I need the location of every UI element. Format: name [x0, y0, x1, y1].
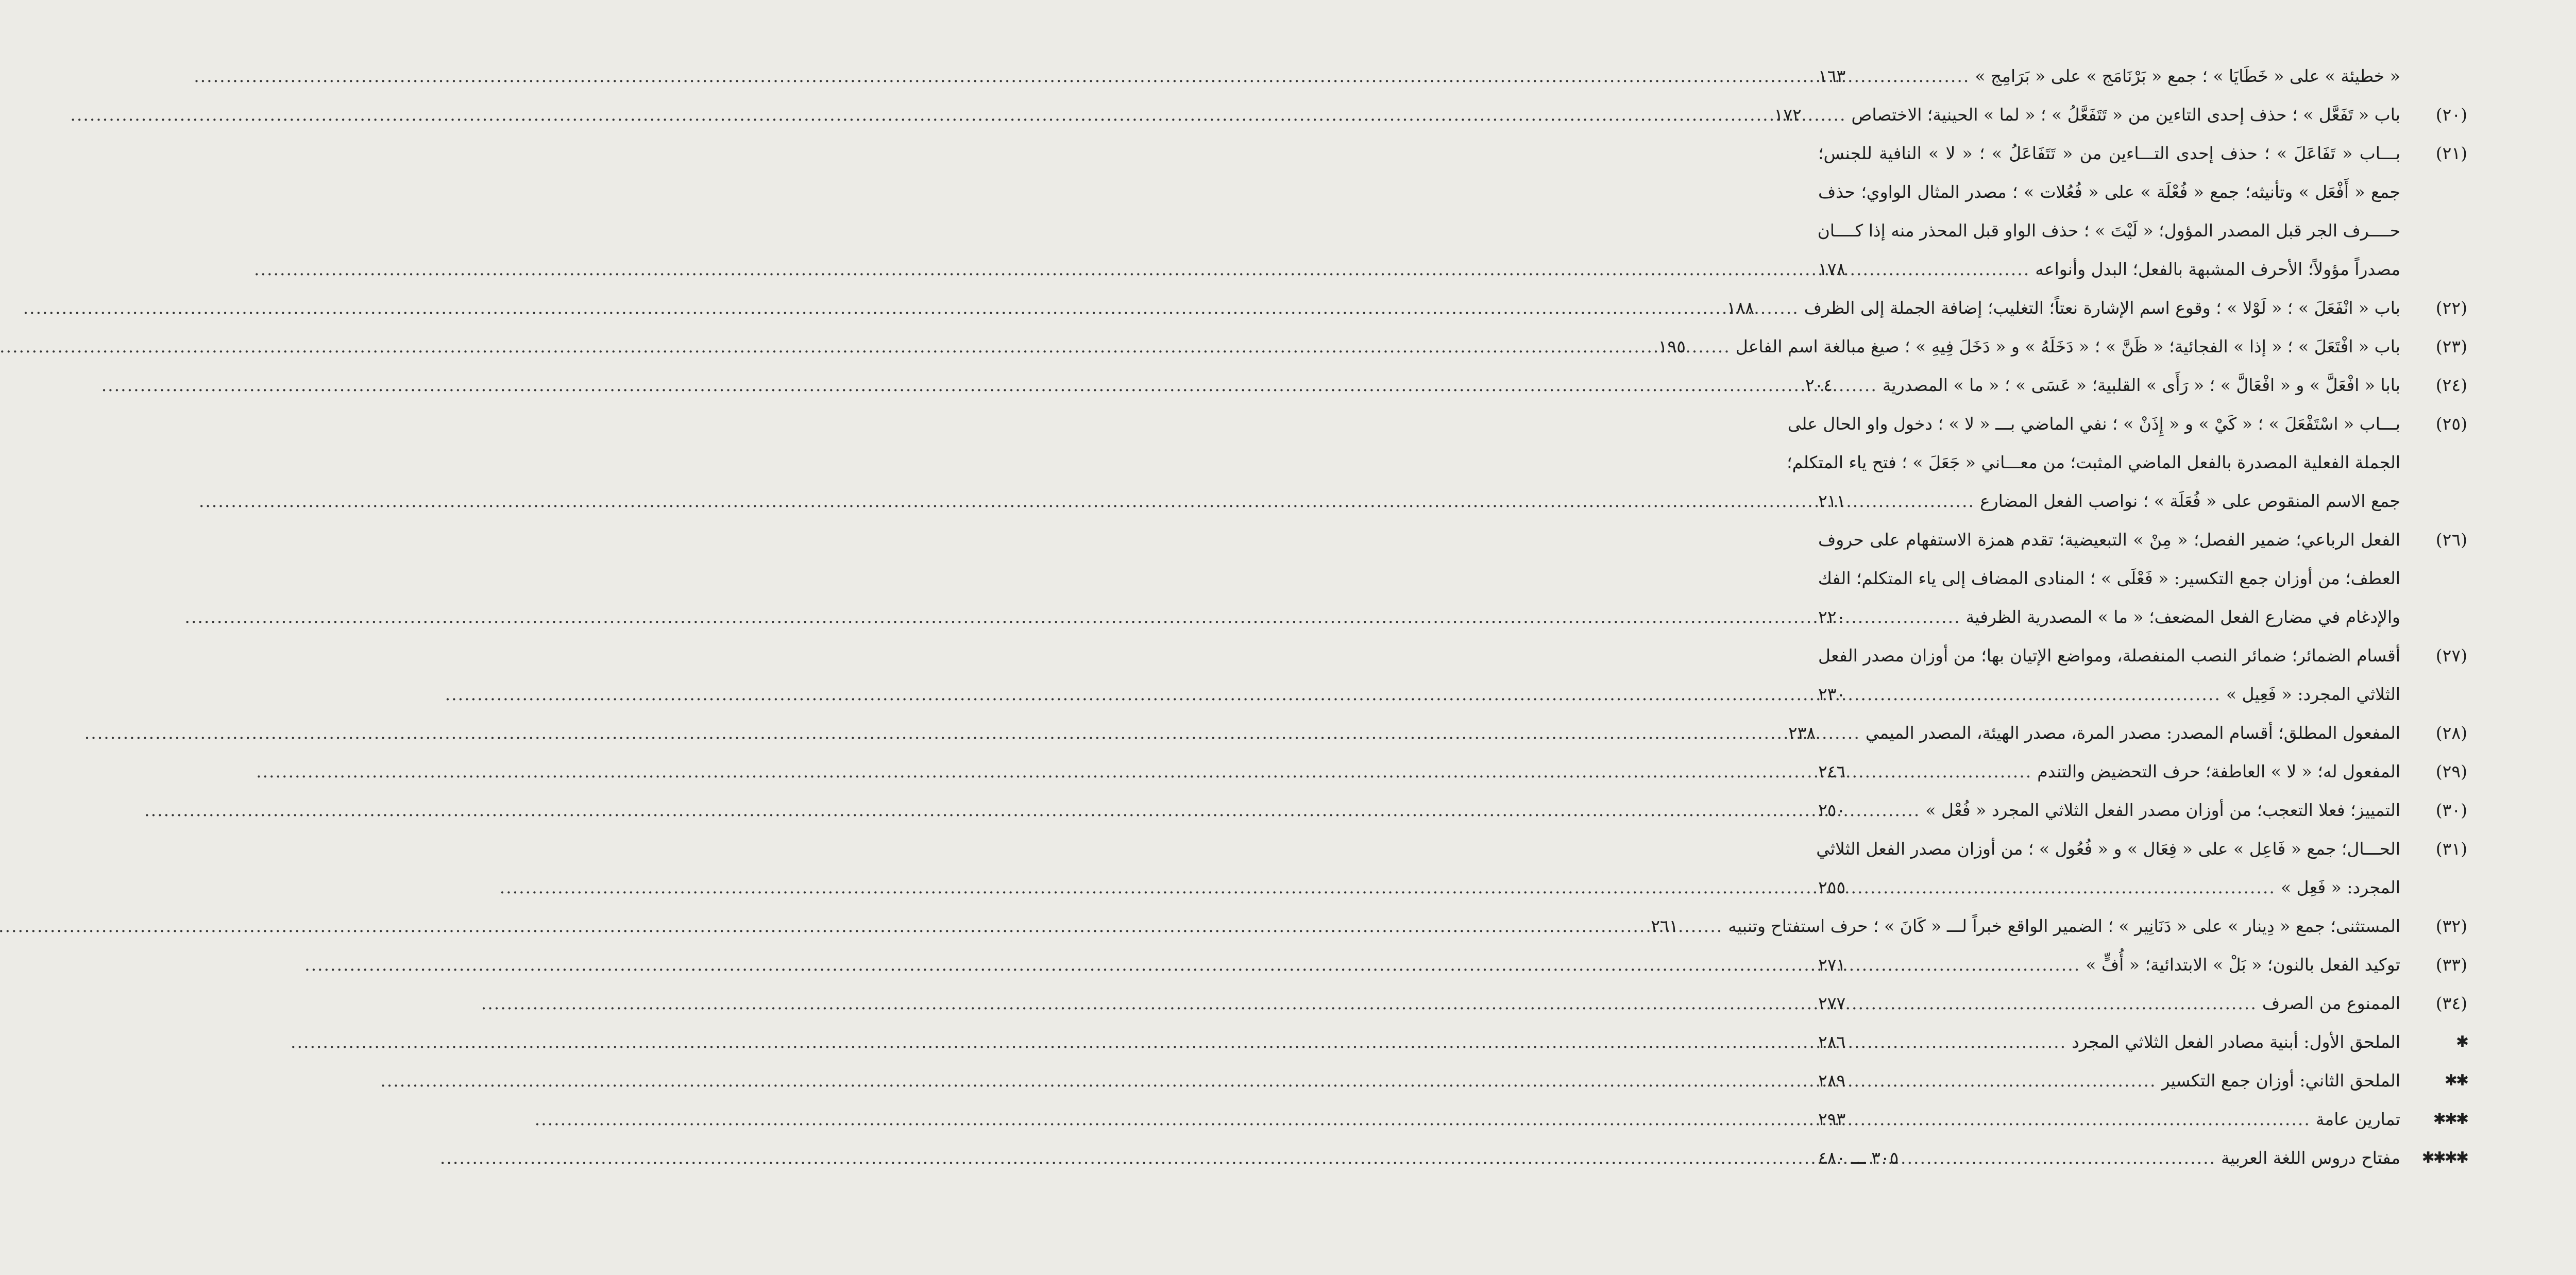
- entry-body: [1787, 404, 2401, 520]
- entry-body: [1727, 288, 2401, 327]
- toc-entry: [1819, 134, 2468, 288]
- entry-topics: جمع الاسم المنقوص على « فُعَلَة » ؛ نواصب الفعل المضارع: [1980, 491, 2401, 511]
- entry-topics: الثلاثي المجرد: « فَعِيل »: [2226, 684, 2401, 704]
- entry-line: [1819, 675, 2401, 713]
- dot-leader: [1830, 713, 1861, 752]
- entry-line: [1805, 366, 2401, 404]
- entry-line: [1819, 482, 2401, 520]
- dot-leader: [1860, 1100, 2311, 1138]
- toc-entry: [1774, 95, 2468, 134]
- entry-line: [1819, 57, 2401, 95]
- entry-topics: مصدراً مؤولاً؛ الأحرف المشبهة بالفعل؛ البدل وأنواعه: [2036, 259, 2401, 279]
- entry-line: [1819, 1138, 2401, 1177]
- dot-leader: [1860, 984, 2258, 1023]
- toc-entry: [1819, 791, 2468, 829]
- dot-leader: [1904, 1138, 2216, 1177]
- toc-entry: [1805, 366, 2468, 404]
- lesson-number: ( ٣٤ ): [2401, 984, 2468, 1023]
- dot-leader: [1860, 675, 2222, 713]
- page-number: ٢٧٧: [1819, 993, 1846, 1013]
- entry-line: [1819, 829, 2401, 868]
- entry-line: [1819, 250, 2401, 288]
- page-number: ٢٨٩: [1819, 1070, 1846, 1091]
- toc-entry: [1788, 713, 2468, 752]
- entry-line: [1819, 1023, 2401, 1061]
- page-number: ٢٥٠: [1819, 800, 1846, 820]
- entry-body: [1819, 945, 2401, 984]
- dot-leader: [1769, 288, 1800, 327]
- toc-entry: [1819, 1061, 2468, 1100]
- entry-line: [1658, 327, 2401, 366]
- page-number: ٣٠٥ ـــ ٤٨٠: [1819, 1148, 1900, 1168]
- entry-line: [1819, 868, 2401, 907]
- toc-entry: [1819, 945, 2468, 984]
- lesson-number: ( ٢٧ ): [2401, 636, 2468, 675]
- page-number: ١٨٨: [1727, 298, 1755, 318]
- entry-body: [1819, 520, 2401, 636]
- entry-body: [1819, 636, 2401, 713]
- entry-body: [1819, 1023, 2401, 1061]
- dot-leader: [1860, 945, 2081, 984]
- lesson-number: ( ٣٣ ): [2401, 945, 2468, 984]
- page-number: ٢١١: [1819, 491, 1846, 511]
- toc-entry: [1819, 752, 2468, 791]
- entry-topics: توكيد الفعل بالنون؛ « بَلْ » الابتدائية؛ « أُفٍّ »: [2086, 955, 2401, 975]
- dot-leader: [1860, 598, 1961, 636]
- toc-entry: [1651, 907, 2468, 945]
- entry-line: [1819, 134, 2401, 173]
- entry-topics: تمارين عامة: [2316, 1109, 2401, 1129]
- page-number: ٢٣٨: [1788, 723, 1817, 743]
- entry-body: [1819, 829, 2401, 907]
- dot-leader: [1860, 482, 1975, 520]
- appendix-star-marker: ✱✱✱: [2433, 1110, 2468, 1128]
- dot-leader: [1816, 95, 1847, 134]
- toc-entry: [1819, 984, 2468, 1023]
- entry-topics: الملحق الأول: أبنية مصادر الفعل الثلاثي المجرد: [2072, 1032, 2401, 1052]
- entry-body: [1774, 95, 2401, 134]
- lesson-number: ( ٢٤ ): [2401, 366, 2468, 404]
- toc-entry: [1819, 636, 2468, 713]
- page-number: ٢٨٦: [1819, 1032, 1846, 1052]
- page-number: ٢٥٥: [1819, 877, 1846, 897]
- lesson-number: ( ٢٩ ): [2401, 752, 2468, 791]
- dot-leader: [1860, 1061, 2157, 1100]
- page-number: ١٧٨: [1819, 259, 1846, 279]
- dot-leader: [1860, 791, 1921, 829]
- toc-page: [1651, 0, 2576, 1275]
- entry-topics: الممنوع من الصرف: [2262, 993, 2401, 1013]
- page-number: ١٧٢: [1774, 105, 1802, 125]
- lesson-number: ( ٢٠ ): [2401, 95, 2468, 134]
- entry-topics: المجرد: « فَعِل »: [2281, 877, 2401, 897]
- entry-line: [1774, 95, 2401, 134]
- entry-line: [1819, 211, 2401, 250]
- entry-topics: باب « تَفَعَّل » ؛ حذف إحدى التاءين من « تَتَفَعَّلُ » ؛ « لما » الحينية؛ الاختصاص: [1852, 105, 2401, 125]
- entry-line: [1819, 559, 2401, 598]
- page-number: ٢٦١: [1651, 916, 1679, 936]
- entry-body: [1819, 57, 2401, 95]
- page-number: ٢٧١: [1819, 955, 1846, 975]
- toc-entry: [1819, 520, 2468, 636]
- entry-line: [1819, 1061, 2401, 1100]
- entry-topics: بابا « افْعَلَّ » و « افْعَالَّ » ؛ « رَأَى » القلبية؛ « عَسَى » ؛ « ما » المصدرية: [1883, 375, 2401, 395]
- entry-body: [1819, 752, 2401, 791]
- entry-line: [1788, 713, 2401, 752]
- entry-line: [1819, 984, 2401, 1023]
- entry-topics: المستثنى؛ جمع « دِينار » على « دَنَانِير » ؛ الضمير الواقع خبراً لـــ « كَانَ » ؛ حرف استفتاح وتنبيه: [1728, 916, 2401, 936]
- entry-topics: الحـــال؛ جمع « فَاعِل » على « فِعَال » و « فُعُول » ؛ من أوزان مصدر الفعل الثلاثي: [1817, 839, 2401, 859]
- entry-line: [1819, 945, 2401, 984]
- entry-line: [1819, 791, 2401, 829]
- entry-line: [1788, 404, 2401, 443]
- toc-entry: [1819, 1023, 2468, 1061]
- entry-body: [1805, 366, 2401, 404]
- appendix-star-marker: ✱✱✱✱: [2422, 1149, 2468, 1167]
- page-number: ٢٢٠: [1819, 607, 1846, 627]
- page-number: ١٩٥: [1658, 336, 1686, 356]
- entry-body: [1819, 1100, 2401, 1138]
- dot-leader: [1860, 868, 2276, 907]
- entry-topics: باب « انْفَعَلَ » ؛ « لَوْلا » ؛ وقوع اسم الإشارة نعتاً؛ التغليب؛ إضافة الجملة إلى الظرف: [1804, 298, 2401, 318]
- lesson-number: ( ٢٣ ): [2401, 327, 2468, 366]
- entry-line: [1727, 288, 2401, 327]
- entry-line: [1819, 1100, 2401, 1138]
- lesson-number: ( ٢٥ ): [2401, 404, 2468, 443]
- entry-topics: جمع « أَفْعَل » وتأنيثه؛ جمع « فُعْلَة » على « فُعُلات » ؛ مصدر المثال الواوي؛ حذف: [1819, 182, 2401, 202]
- appendix-star-marker: ✱: [2456, 1033, 2468, 1051]
- entry-topics: الملحق الثاني: أوزان جمع التكسير: [2162, 1070, 2401, 1091]
- entry-topics: بـــاب « اسْتَفْعَلَ » ؛ « كَيْ » و « إِذَنْ » ؛ نفي الماضي بـــ « لا » ؛ دخول واو الحال على: [1788, 414, 2401, 434]
- lesson-number: ( ٣١ ): [2401, 829, 2468, 868]
- toc-entry: [1819, 57, 2468, 95]
- dot-leader: [1847, 366, 1878, 404]
- dot-leader: [1692, 907, 1723, 945]
- entry-body: [1819, 984, 2401, 1023]
- lesson-number: ( ٢٦ ): [2401, 520, 2468, 559]
- entry-body: [1819, 1061, 2401, 1100]
- entry-body: [1788, 713, 2401, 752]
- toc-entry: [1727, 288, 2468, 327]
- entry-topics: المفعول المطلق؛ أقسام المصدر: مصدر المرة، مصدر الهيئة، المصدر الميمي: [1866, 723, 2401, 743]
- toc-entry: [1819, 829, 2468, 907]
- entry-topics: حــــرف الجر قبل المصدر المؤول؛ « لَيْتَ » ؛ حذف الواو قبل المحذر منه إذا كــــان: [1818, 220, 2401, 241]
- appendix-star-marker: ✱✱: [2445, 1072, 2468, 1090]
- lesson-number: ( ٢١ ): [2401, 134, 2468, 173]
- entry-topics: والإدغام في مضارع الفعل المضعف؛ « ما » المصدرية الظرفية: [1966, 607, 2401, 627]
- entry-topics: الجملة الفعلية المصدرة بالفعل الماضي المثبت؛ من معـــاني « جَعَلَ » ؛ فتح ياء المتكلم؛: [1787, 452, 2401, 472]
- lesson-number: ( ٢٢ ): [2401, 288, 2468, 327]
- dot-leader: [1860, 57, 1970, 95]
- page-number: ٢٤٦: [1819, 761, 1846, 781]
- dot-leader: [1860, 250, 2030, 288]
- entry-line: [1819, 598, 2401, 636]
- entry-body: [1651, 907, 2401, 945]
- dot-leader: [1700, 327, 1731, 366]
- lesson-number: ( ٣٠ ): [2401, 791, 2468, 829]
- entry-line: [1819, 173, 2401, 211]
- page-number: ٢٣٠: [1819, 684, 1846, 704]
- entry-body: [1819, 791, 2401, 829]
- dot-leader: [1860, 1023, 2067, 1061]
- entry-body: [1819, 1138, 2401, 1177]
- entry-topics: العطف؛ من أوزان جمع التكسير: « فَعْلَى » ؛ المنادى المضاف إلى ياء المتكلم؛ الفك: [1818, 568, 2401, 588]
- entry-line: [1819, 636, 2401, 675]
- toc-entry: [1819, 1100, 2468, 1138]
- toc-entry: [1658, 327, 2468, 366]
- lesson-number: ( ٣٢ ): [2401, 907, 2468, 945]
- lesson-number: ( ٢٨ ): [2401, 713, 2468, 752]
- entry-line: [1651, 907, 2401, 945]
- entry-line: [1819, 752, 2401, 791]
- page-number: ١٦٣: [1819, 66, 1846, 86]
- toc-entry: [1819, 1138, 2468, 1177]
- entry-topics: بـــاب « تَفَاعَلَ » ؛ حذف إحدى التـــاءين من « تَتَفَاعَلُ » ؛ « لا » النافية للجنس؛: [1819, 143, 2401, 163]
- entry-topics: باب « افْتَعَلَ » ؛ « إذا » الفجائية؛ « ظَنَّ » ؛ « دَخَلَهُ » و « دَخَلَ فِيهِ » ؛ صيغ مبالغة اسم الفاعل: [1736, 336, 2401, 356]
- page-number: ٢٩٣: [1819, 1109, 1846, 1129]
- entry-line: [1819, 520, 2401, 559]
- toc-entry: [1787, 404, 2468, 520]
- page-number: ٢٠٤: [1805, 375, 1834, 395]
- dot-leader: [1860, 752, 2032, 791]
- entry-topics: مفتاح دروس اللغة العربية: [2222, 1148, 2401, 1168]
- table-of-contents: [1651, 57, 2468, 1177]
- entry-topics: التمييز؛ فعلا التعجب؛ من أوزان مصدر الفعل الثلاثي المجرد « فُعْل »: [1926, 800, 2401, 820]
- entry-line: [1787, 443, 2401, 482]
- entry-body: [1658, 327, 2401, 366]
- entry-topics: « خطيئة » على « خَطَايَا » ؛ جمع « بَرْنَامَج » على « بَرَامِج »: [1975, 66, 2401, 86]
- entry-topics: الفعل الرباعي؛ ضمير الفصل؛ « مِنْ » التبعيضية؛ تقدم همزة الاستفهام على حروف: [1819, 530, 2401, 550]
- entry-body: [1819, 134, 2401, 288]
- entry-topics: أقسام الضمائر؛ ضمائر النصب المنفصلة، ومواضع الإتيان بها؛ من أوزان مصدر الفعل: [1819, 645, 2401, 666]
- entry-topics: المفعول له؛ « لا » العاطفة؛ حرف التحضيض والتندم: [2038, 761, 2401, 781]
